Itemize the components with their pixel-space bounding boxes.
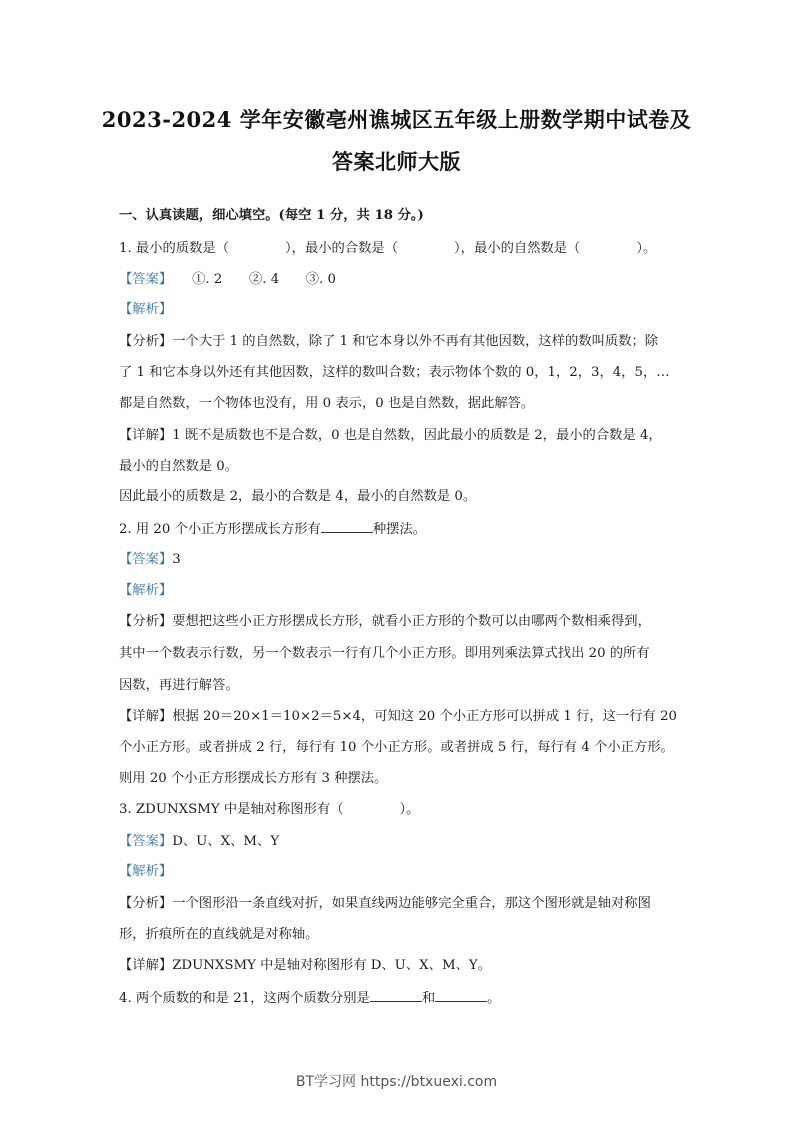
q4-text-a: 4. 两个质数的和是 21，这两个质数分别是	[119, 991, 370, 1006]
q1-text-d: ）。	[636, 241, 657, 256]
question-2	[119, 520, 679, 539]
text: 要想把这些小正方形摆成长方形，就看小正方形的个数可以由哪两个数相乘得到，	[172, 614, 651, 629]
document-title-line2: 答案北师大版	[332, 149, 461, 174]
question-1	[119, 240, 679, 258]
q1-text-c: ），最小的自然数是（	[454, 241, 581, 256]
answer-label: 【答案】	[119, 834, 173, 849]
q1-answer	[119, 271, 679, 289]
detail-label: 【详解】	[119, 958, 173, 973]
q2-text-b: 种摆法。	[372, 522, 427, 537]
q2-detail-line-1	[119, 708, 679, 726]
analysis-label: 【分析】	[119, 614, 173, 629]
q3-text-b: ）。	[399, 802, 420, 817]
q1-text-b: ），最小的合数是（	[285, 241, 399, 256]
answer-label: 【答案】	[119, 272, 166, 287]
q1-analysis-line-1	[119, 333, 679, 351]
text: ZDUNXSMY 中是轴对称图形有 D、U、X、M、Y。	[172, 958, 491, 973]
q3-answer	[119, 833, 679, 851]
q4-blank-1	[370, 989, 422, 1002]
q4-blank-2	[435, 989, 487, 1002]
watermark-footer: BT学习网 https://btxuexi.com	[295, 1074, 498, 1090]
q1-analysis-line-3: 都是自然数，一个物体也没有，用 0 表示，0 也是自然数，据此解答。	[119, 396, 535, 411]
q2-analysis-heading: 【解析】	[119, 583, 173, 598]
analysis-label: 【分析】	[119, 334, 173, 349]
q1-detail-line-2: 最小的自然数是 0。	[119, 459, 239, 474]
q2-text-a: 2. 用 20 个小正方形摆成长方形有	[119, 522, 321, 537]
q2-analysis-line-1	[119, 613, 679, 631]
q2-answer	[119, 551, 679, 569]
q3-text-a: 3. ZDUNXSMY 中是轴对称图形有（	[119, 802, 344, 817]
q3-analysis-line-1	[119, 895, 679, 913]
detail-label: 【详解】	[119, 428, 173, 443]
detail-label: 【详解】	[119, 709, 173, 724]
q1-text-a: 1. 最小的质数是（	[119, 241, 229, 256]
q3-analysis-line-2: 形，折痕所在的直线就是对称轴。	[119, 927, 319, 942]
q3-answer-value: D、U、X、M、Y	[172, 834, 280, 849]
question-3	[119, 801, 679, 819]
q3-detail-line-1	[119, 957, 679, 975]
q2-detail-line-3: 则用 20 个小正方形摆成长方形有 3 种摆法。	[119, 771, 388, 786]
text: 根据 20＝20×1＝10×2＝5×4，可知这 20 个小正方形可以拼成 1 行，这一行有 20	[172, 709, 677, 724]
question-4	[119, 989, 679, 1008]
q2-analysis-line-2: 其中一个数表示行数，另一个数表示一行有几个小正方形。即用列乘法算式找出 20 的所有	[119, 646, 650, 661]
section-heading: 一、认真读题，细心填空。(每空 1 分，共 18 分。)	[119, 208, 424, 223]
document-title-line1: 2023-2024 学年安徽亳州谯城区五年级上册数学期中试卷及	[101, 107, 692, 132]
q4-text-b: 和	[421, 991, 436, 1006]
q1-answer-value: ①. 2 ②. 4 ③. 0	[192, 272, 336, 287]
q4-text-c: 。	[487, 991, 501, 1006]
q2-analysis-line-3: 因数，再进行解答。	[119, 678, 239, 693]
text: 一个大于 1 的自然数，除了 1 和它本身以外不再有其他因数，这样的数叫质数；除	[172, 334, 659, 349]
q3-analysis-heading: 【解析】	[119, 864, 173, 879]
q2-blank	[321, 520, 373, 533]
text: 一个图形沿一条直线对折，如果直线两边能够完全重合，那这个图形就是轴对称图	[172, 896, 651, 911]
q2-detail-line-2: 个小正方形。或者拼成 2 行，每行有 10 个小正方形。或者拼成 5 行，每行有 4 个小正方形。	[119, 740, 674, 755]
answer-label: 【答案】	[119, 552, 173, 567]
q1-analysis-line-2: 了 1 和它本身以外还有其他因数，这样的数叫合数；表示物体个数的 0，1，2，3，4，5，…	[119, 365, 670, 380]
q2-answer-value: 3	[172, 552, 181, 567]
analysis-label: 【分析】	[119, 896, 173, 911]
q1-detail-line-1	[119, 427, 679, 445]
text: 1 既不是质数也不是合数，0 也是自然数，因此最小的质数是 2，最小的合数是 4，	[172, 428, 662, 443]
q1-analysis-heading: 【解析】	[119, 302, 173, 317]
q1-detail-line-3: 因此最小的质数是 2，最小的合数是 4，最小的自然数是 0。	[119, 489, 477, 504]
